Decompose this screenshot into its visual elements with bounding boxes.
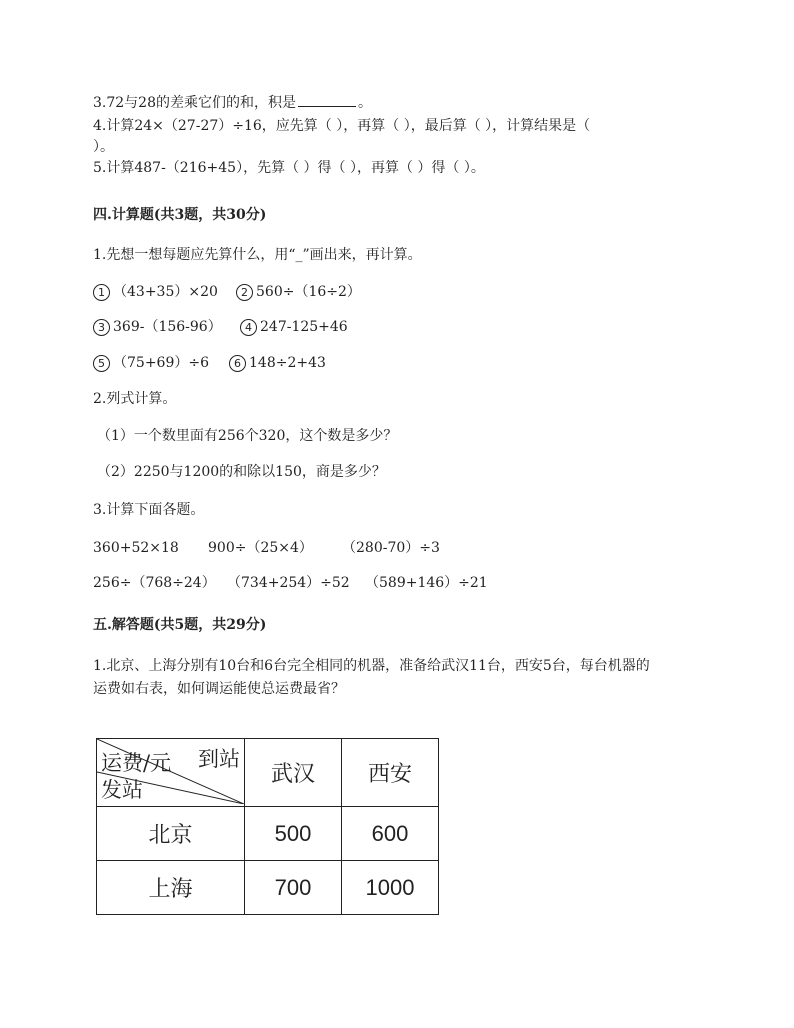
- q1-item-4: [240, 318, 348, 336]
- q3-text: 3.72与28的差乘它们的和，积是: [93, 95, 296, 111]
- section3-q4-line1: 4.计算24×（27-27）÷16，应先算（ ），再算（ ），最后算（ ），计算结果是（: [93, 118, 591, 134]
- circled-number: 5: [93, 355, 110, 372]
- q3-expr-5: （734+254）÷52: [227, 575, 350, 591]
- expression: 560÷（16÷2）: [256, 284, 361, 300]
- table-row: [97, 861, 439, 915]
- section4-q2-a: （1）一个数里面有256个320，这个数是多少？: [97, 428, 398, 444]
- circled-number: 3: [93, 319, 110, 336]
- q1-item-1: [93, 283, 218, 301]
- corner-label-destination: 到站: [198, 747, 240, 771]
- circled-number: 2: [236, 284, 253, 301]
- section3-q4-line2: ）。: [93, 139, 114, 155]
- section5-q1-line1: 1.北京、上海分别有10台和6台完全相同的机器，准备给武汉11台，西安5台，每台机器的: [93, 658, 650, 674]
- q1-item-6: [229, 354, 326, 372]
- table-row: [97, 807, 439, 861]
- q1-item-2: [236, 283, 361, 301]
- section5-q1-line2: 运费如右表，如何调运能使总运费最省？: [93, 681, 345, 697]
- q3-expr-6: （589+146）÷21: [365, 575, 488, 591]
- q3-expr-4: 256÷（768÷24）: [93, 575, 216, 591]
- circled-number: 1: [93, 284, 110, 301]
- q1-item-5: [93, 354, 209, 372]
- expression: （75+69）÷6: [113, 355, 209, 371]
- section4-heading: 四.计算题(共3题，共30分): [93, 207, 267, 223]
- expression: 148÷2+43: [249, 355, 326, 371]
- circled-number: 4: [240, 319, 257, 336]
- row-origin-beijing: 北京: [97, 807, 245, 861]
- row-origin-shanghai: 上海: [97, 861, 245, 915]
- cell-shanghai-xian: 1000: [342, 861, 439, 915]
- corner-label-fee: 运费/元: [101, 751, 172, 775]
- section3-q5: 5.计算487-（216+45），先算（ ）得（ ），再算（ ）得（ ）。: [93, 160, 485, 176]
- expression: 247-125+46: [260, 319, 348, 335]
- col-header-xian: 西安: [342, 739, 439, 807]
- cell-beijing-wuhan: 500: [245, 807, 342, 861]
- diagonal-header-cell: [97, 739, 245, 807]
- section4-q3-prompt: 3.计算下面各题。: [93, 502, 205, 518]
- section4-q2-b: （2）2250与1200的和除以150，商是多少？: [97, 464, 386, 480]
- section4-q1-prompt: 1.先想一想每题应先算什么，用“_”画出来，再计算。: [93, 247, 422, 263]
- table-header-row: [97, 739, 439, 807]
- section5-heading: 五.解答题(共5题，共29分): [93, 617, 267, 633]
- cell-shanghai-wuhan: 700: [245, 861, 342, 915]
- expression: （43+35）×20: [113, 284, 218, 300]
- corner-label-origin: 发站: [101, 778, 143, 802]
- answer-blank[interactable]: [298, 94, 356, 107]
- q3-expr-1: 360+52×18: [93, 540, 179, 556]
- cell-beijing-xian: 600: [342, 807, 439, 861]
- section3-q3: [93, 94, 372, 112]
- q3-expr-3: （280-70）÷3: [342, 540, 440, 556]
- q1-item-3: [93, 318, 222, 336]
- circled-number: 6: [229, 355, 246, 372]
- q3-end: 。: [358, 95, 372, 111]
- shipping-cost-table: [96, 738, 439, 915]
- section4-q2-prompt: 2.列式计算。: [93, 391, 177, 407]
- q3-expr-2: 900÷（25×4）: [208, 540, 313, 556]
- expression: 369-（156-96）: [113, 319, 222, 335]
- col-header-wuhan: 武汉: [245, 739, 342, 807]
